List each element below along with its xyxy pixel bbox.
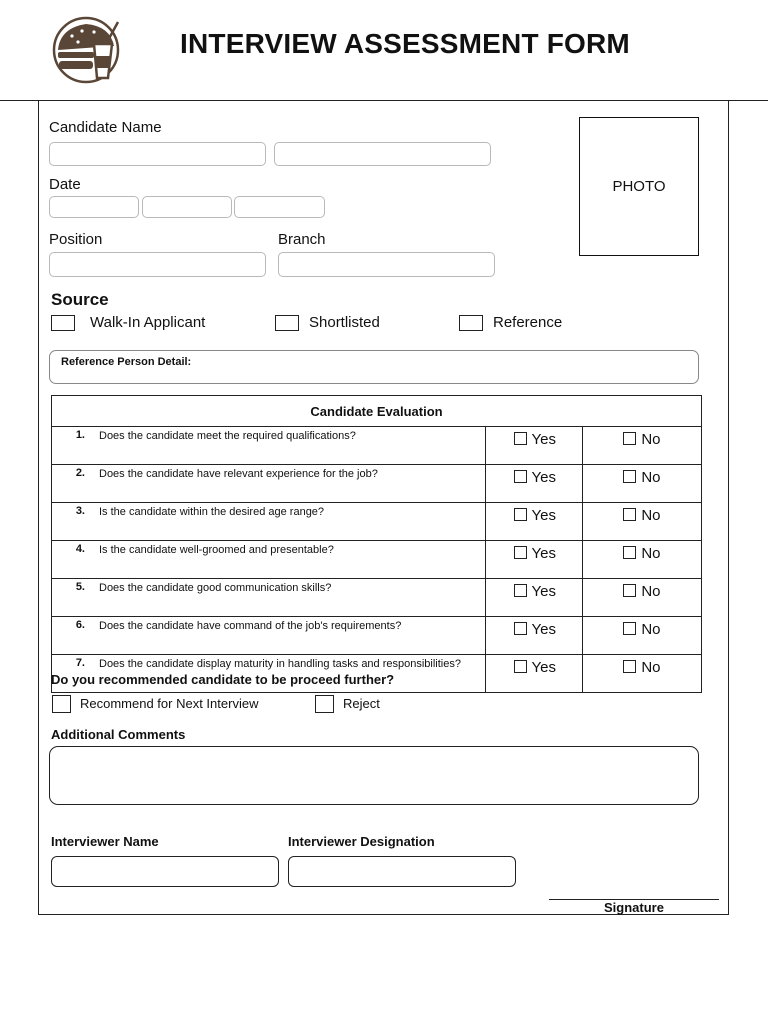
yes-checkbox[interactable] <box>514 622 527 635</box>
shortlisted-checkbox[interactable] <box>275 315 299 331</box>
additional-comments-field[interactable] <box>49 746 699 805</box>
question-cell <box>52 427 486 465</box>
candidate-last-name-field[interactable] <box>274 142 491 166</box>
interviewer-name-label: Interviewer Name <box>51 834 159 849</box>
question-number: 6. <box>75 619 85 631</box>
no-label: No <box>641 507 661 524</box>
yes-label: Yes <box>531 583 557 600</box>
question-text: Does the candidate meet the required qualifications? <box>99 430 356 442</box>
signature-label: Signature <box>604 900 664 915</box>
branch-field[interactable] <box>278 252 495 277</box>
position-field[interactable] <box>49 252 266 277</box>
yes-label: Yes <box>531 431 557 448</box>
yes-label: Yes <box>531 621 557 638</box>
reference-label: Reference <box>493 314 563 331</box>
no-checkbox[interactable] <box>623 584 636 597</box>
question-number: 5. <box>75 581 85 593</box>
yes-option[interactable] <box>485 465 583 503</box>
yes-label: Yes <box>531 545 557 562</box>
evaluation-row <box>52 541 702 579</box>
no-checkbox[interactable] <box>623 470 636 483</box>
yes-checkbox[interactable] <box>514 584 527 597</box>
evaluation-row <box>52 465 702 503</box>
photo-box <box>579 117 699 256</box>
question-number: 4. <box>75 543 85 555</box>
date-month-field[interactable] <box>142 196 232 218</box>
no-checkbox[interactable] <box>623 508 636 521</box>
yes-checkbox[interactable] <box>514 660 527 673</box>
question-text: Does the candidate display maturity in handling tasks and responsibilities? <box>99 658 461 670</box>
yes-checkbox[interactable] <box>514 470 527 483</box>
yes-checkbox[interactable] <box>514 508 527 521</box>
question-number: 2. <box>75 467 85 479</box>
candidate-evaluation-table <box>51 395 702 693</box>
question-number: 3. <box>75 505 85 517</box>
no-option[interactable] <box>583 541 702 579</box>
question-cell <box>52 617 486 655</box>
question-text: Is the candidate well-groomed and presentable? <box>99 544 334 556</box>
reference-checkbox[interactable] <box>459 315 483 331</box>
evaluation-row <box>52 427 702 465</box>
no-label: No <box>641 583 661 600</box>
no-label: No <box>641 431 661 448</box>
candidate-name-label: Candidate Name <box>49 119 162 136</box>
evaluation-heading: Candidate Evaluation <box>52 396 702 427</box>
source-heading: Source <box>51 290 109 309</box>
yes-option[interactable] <box>485 541 583 579</box>
reject-label: Reject <box>343 696 380 711</box>
interviewer-designation-field[interactable] <box>288 856 516 887</box>
yes-checkbox[interactable] <box>514 546 527 559</box>
yes-option[interactable] <box>485 427 583 465</box>
question-number: 7. <box>75 657 85 669</box>
yes-option[interactable] <box>485 617 583 655</box>
no-checkbox[interactable] <box>623 432 636 445</box>
date-label: Date <box>49 176 81 193</box>
branch-label: Branch <box>278 231 326 248</box>
yes-label: Yes <box>531 469 557 486</box>
interviewer-name-field[interactable] <box>51 856 279 887</box>
yes-option[interactable] <box>485 655 583 693</box>
question-text: Does the candidate good communication skills? <box>99 582 332 594</box>
no-option[interactable] <box>583 427 702 465</box>
no-option[interactable] <box>583 465 702 503</box>
no-option[interactable] <box>583 579 702 617</box>
no-label: No <box>641 469 661 486</box>
recommend-next-checkbox[interactable] <box>52 695 71 713</box>
reference-person-label: Reference Person Detail: <box>61 356 192 368</box>
question-cell <box>52 465 486 503</box>
position-label: Position <box>49 231 103 248</box>
question-number: 1. <box>75 429 85 441</box>
no-option[interactable] <box>583 503 702 541</box>
yes-option[interactable] <box>485 503 583 541</box>
yes-label: Yes <box>531 659 557 676</box>
no-label: No <box>641 621 661 638</box>
date-day-field[interactable] <box>49 196 139 218</box>
walk-in-label: Walk-In Applicant <box>90 314 206 331</box>
question-cell <box>52 541 486 579</box>
question-cell <box>52 503 486 541</box>
form-title: INTERVIEW ASSESSMENT FORM <box>180 28 630 59</box>
candidate-first-name-field[interactable] <box>49 142 266 166</box>
no-checkbox[interactable] <box>623 622 636 635</box>
no-option[interactable] <box>583 617 702 655</box>
date-year-field[interactable] <box>234 196 325 218</box>
no-label: No <box>641 659 661 676</box>
recommendation-question: Do you recommended candidate to be proceed further? <box>51 672 395 687</box>
no-checkbox[interactable] <box>623 546 636 559</box>
walk-in-checkbox[interactable] <box>51 315 75 331</box>
photo-label: PHOTO <box>612 178 666 195</box>
evaluation-row <box>52 503 702 541</box>
question-text: Is the candidate within the desired age range? <box>99 506 325 518</box>
question-text: Does the candidate have command of the job's requirements? <box>99 620 402 632</box>
recommend-next-label: Recommend for Next Interview <box>80 696 259 711</box>
evaluation-row <box>52 617 702 655</box>
question-text: Does the candidate have relevant experience for the job? <box>99 468 378 480</box>
yes-checkbox[interactable] <box>514 432 527 445</box>
no-checkbox[interactable] <box>623 660 636 673</box>
additional-comments-label: Additional Comments <box>51 727 186 742</box>
yes-option[interactable] <box>485 579 583 617</box>
interviewer-designation-label: Interviewer Designation <box>288 834 435 849</box>
reject-checkbox[interactable] <box>315 695 334 713</box>
evaluation-row <box>52 579 702 617</box>
burger-and-drink-logo <box>50 16 126 84</box>
shortlisted-label: Shortlisted <box>309 314 380 331</box>
yes-label: Yes <box>531 507 557 524</box>
no-label: No <box>641 545 661 562</box>
no-option[interactable] <box>583 655 702 693</box>
question-cell <box>52 579 486 617</box>
